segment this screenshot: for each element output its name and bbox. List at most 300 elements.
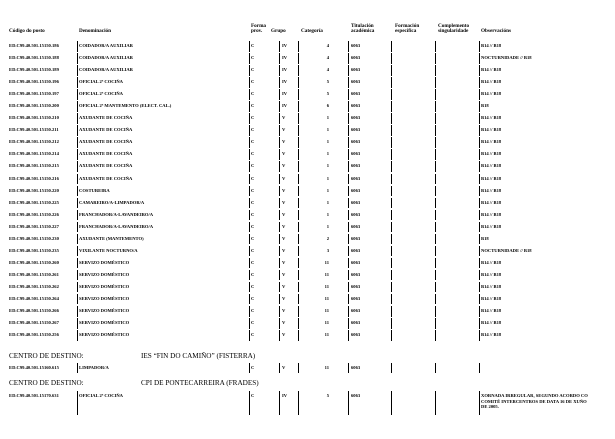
cell-divider bbox=[479, 89, 480, 100]
cell-divider bbox=[249, 198, 250, 209]
cell-codigo: ED.C99.40.501.15150.260 bbox=[9, 259, 59, 265]
cell-divider bbox=[435, 210, 436, 221]
cell-divider bbox=[435, 101, 436, 112]
cell-divider bbox=[348, 174, 349, 185]
cell-divider bbox=[249, 113, 250, 124]
header-complemento-1: Complemento bbox=[438, 23, 470, 29]
cell-grupo: V bbox=[282, 365, 286, 370]
cell-divider bbox=[348, 77, 349, 88]
cell-observacions: B14 // B18 bbox=[481, 308, 502, 314]
cell-observacions: B14 // B18 bbox=[481, 199, 502, 205]
cell-divider bbox=[391, 222, 392, 233]
header-forma-prov-1: Forma bbox=[251, 23, 266, 29]
cell-forma-prov: C bbox=[251, 103, 255, 109]
cell-divider bbox=[479, 198, 480, 209]
cell-divider bbox=[298, 174, 299, 185]
cell-grupo: V bbox=[282, 247, 286, 253]
cell-codigo: ED.C99.40.501.15150.214 bbox=[9, 151, 59, 157]
cell-divider bbox=[348, 258, 349, 269]
cell-denominacion: OFICIAL 2ª COCIÑA bbox=[79, 393, 124, 398]
cell-categoria: 1 bbox=[326, 163, 329, 169]
header-observacions: Observacións bbox=[481, 28, 511, 34]
cell-divider bbox=[249, 330, 250, 341]
cell-divider bbox=[249, 65, 250, 76]
cell-divider bbox=[249, 210, 250, 221]
cell-divider bbox=[479, 53, 480, 64]
cell-divider bbox=[249, 137, 250, 148]
cell-categoria: 3 bbox=[326, 247, 329, 253]
cell-divider bbox=[298, 330, 299, 341]
cell-divider bbox=[249, 258, 250, 269]
cell-titulacion: 6063 bbox=[351, 365, 361, 370]
cell-divider bbox=[279, 41, 280, 52]
cell-divider bbox=[249, 53, 250, 64]
cell-codigo: ED.C99.40.501.15150.226 bbox=[9, 211, 59, 217]
cell-divider bbox=[391, 294, 392, 305]
cell-categoria: 11 bbox=[324, 332, 329, 338]
cell-observacions: B18 bbox=[481, 103, 489, 109]
cell-divider bbox=[249, 318, 250, 329]
cell-divider bbox=[391, 198, 392, 209]
cell-codigo: ED.C99.40.501.15150.256 bbox=[9, 332, 59, 338]
cell-denominacion: FRANCHADOR/A-LAVANDEIRO/A bbox=[79, 223, 154, 229]
cell-denominacion: AXUDANTE DE COCIÑA bbox=[79, 151, 133, 157]
cell-divider bbox=[435, 306, 436, 317]
cell-categoria: 1 bbox=[326, 211, 329, 217]
cell-codigo: ED.C99.40.501.15150.267 bbox=[9, 320, 59, 326]
cell-forma-prov: C bbox=[251, 393, 255, 398]
cell-divider bbox=[435, 270, 436, 281]
cell-divider bbox=[348, 113, 349, 124]
cell-titulacion: 6063 bbox=[351, 223, 361, 229]
cell-titulacion: 6063 bbox=[351, 91, 361, 97]
cell-divider bbox=[479, 391, 480, 415]
cell-divider bbox=[391, 161, 392, 172]
cell-divider bbox=[479, 222, 480, 233]
cell-grupo: V bbox=[282, 235, 286, 241]
cell-titulacion: 6063 bbox=[351, 247, 361, 253]
cell-titulacion: 6063 bbox=[351, 332, 361, 338]
cell-titulacion: 6063 bbox=[351, 308, 361, 314]
cell-divider bbox=[479, 186, 480, 197]
cell-divider bbox=[479, 161, 480, 172]
cell-divider bbox=[298, 210, 299, 221]
cell-titulacion: 6063 bbox=[351, 115, 361, 121]
cell-divider bbox=[298, 101, 299, 112]
cell-divider bbox=[77, 53, 78, 64]
header-categoria: Categoría bbox=[301, 28, 323, 34]
cell-divider bbox=[298, 318, 299, 329]
cell-grupo: IV bbox=[282, 43, 288, 48]
cell-divider bbox=[77, 330, 78, 341]
table-row bbox=[0, 281, 615, 293]
cell-divider bbox=[479, 210, 480, 221]
cell-denominacion: OFICIAL 2ª MANTEMENTO (ELECT. CAL.) bbox=[79, 103, 172, 109]
cell-categoria: 1 bbox=[326, 151, 329, 157]
table-row bbox=[0, 88, 615, 100]
cell-divider bbox=[77, 137, 78, 148]
cell-titulacion: 6063 bbox=[351, 79, 361, 85]
cell-categoria: 11 bbox=[324, 283, 329, 289]
cell-divider bbox=[435, 318, 436, 329]
cell-divider bbox=[348, 363, 349, 373]
cell-divider bbox=[298, 113, 299, 124]
cell-divider bbox=[77, 363, 78, 373]
cell-divider bbox=[279, 137, 280, 148]
cell-divider bbox=[279, 391, 280, 415]
table-row bbox=[0, 100, 615, 112]
cell-grupo: IV bbox=[282, 91, 288, 97]
cell-observacions: B14 // B18 bbox=[481, 151, 502, 157]
cell-categoria: 11 bbox=[324, 271, 329, 277]
cell-divider bbox=[435, 186, 436, 197]
cell-divider bbox=[479, 125, 480, 136]
cell-divider bbox=[348, 149, 349, 160]
cell-divider bbox=[279, 113, 280, 124]
cell-denominacion: AXUDANTE DE COCIÑA bbox=[79, 175, 133, 181]
cell-titulacion: 6063 bbox=[351, 67, 361, 73]
cell-divider bbox=[249, 186, 250, 197]
cell-grupo: V bbox=[282, 175, 286, 181]
cell-denominacion: COIDADOR/A AUXILIAR bbox=[79, 43, 133, 48]
cell-divider bbox=[298, 270, 299, 281]
cell-divider bbox=[77, 210, 78, 221]
cell-grupo: V bbox=[282, 223, 286, 229]
cell-codigo: ED.C99.40.501.15150.210 bbox=[9, 115, 59, 121]
table-row bbox=[0, 112, 615, 124]
cell-divider bbox=[279, 258, 280, 269]
cell-divider bbox=[391, 113, 392, 124]
cell-categoria: 1 bbox=[326, 223, 329, 229]
section-name: IES “FIN DO CAMIÑO” (FISTERRA) bbox=[141, 352, 256, 360]
cell-divider bbox=[77, 161, 78, 172]
cell-divider bbox=[298, 391, 299, 415]
cell-divider bbox=[298, 222, 299, 233]
cell-observacions: B14 // B18 bbox=[481, 91, 502, 97]
cell-denominacion: AXUDANTE DE COCIÑA bbox=[79, 115, 133, 121]
cell-divider bbox=[479, 234, 480, 245]
cell-divider bbox=[77, 149, 78, 160]
table-header bbox=[0, 0, 615, 40]
cell-categoria: 1 bbox=[326, 175, 329, 181]
cell-divider bbox=[77, 306, 78, 317]
cell-divider bbox=[391, 149, 392, 160]
cell-forma-prov: C bbox=[251, 175, 255, 181]
table-row bbox=[0, 185, 615, 197]
table-row bbox=[0, 76, 615, 88]
cell-divider bbox=[279, 174, 280, 185]
cell-divider bbox=[77, 101, 78, 112]
cell-divider bbox=[77, 270, 78, 281]
cell-observacions: B14 // B18 bbox=[481, 139, 502, 145]
cell-divider bbox=[348, 318, 349, 329]
cell-divider bbox=[348, 137, 349, 148]
cell-titulacion: 6063 bbox=[351, 295, 361, 301]
cell-divider bbox=[391, 270, 392, 281]
table-row bbox=[0, 221, 615, 233]
cell-divider bbox=[77, 391, 78, 415]
cell-observacions-line1: XORNADA IRREGULAR, SEGUNDO ACORDO CO bbox=[481, 393, 588, 398]
cell-observacions: B14 // B18 bbox=[481, 163, 502, 169]
table-row bbox=[0, 124, 615, 136]
cell-titulacion: 6063 bbox=[351, 43, 361, 48]
cell-divider bbox=[249, 270, 250, 281]
cell-grupo: IV bbox=[282, 393, 288, 398]
cell-divider bbox=[435, 391, 436, 415]
cell-codigo: ED.C99.40.501.15150.220 bbox=[9, 187, 59, 193]
cell-divider bbox=[298, 65, 299, 76]
cell-divider bbox=[77, 89, 78, 100]
cell-grupo: V bbox=[282, 163, 286, 169]
cell-divider bbox=[435, 246, 436, 257]
cell-divider bbox=[77, 222, 78, 233]
cell-forma-prov: C bbox=[251, 211, 255, 217]
cell-divider bbox=[249, 89, 250, 100]
cell-titulacion: 6063 bbox=[351, 211, 361, 217]
cell-divider bbox=[348, 270, 349, 281]
cell-divider bbox=[391, 306, 392, 317]
cell-divider bbox=[479, 246, 480, 257]
cell-divider bbox=[298, 294, 299, 305]
cell-grupo: V bbox=[282, 115, 286, 121]
cell-grupo: V bbox=[282, 332, 286, 338]
cell-codigo: ED.C99.40.501.15160.615 bbox=[9, 365, 59, 370]
cell-divider bbox=[279, 306, 280, 317]
table-row bbox=[0, 362, 615, 374]
cell-titulacion: 6063 bbox=[351, 199, 361, 205]
cell-divider bbox=[479, 282, 480, 293]
cell-divider bbox=[435, 125, 436, 136]
cell-divider bbox=[279, 246, 280, 257]
cell-divider bbox=[279, 101, 280, 112]
cell-codigo: ED.C99.40.501.15150.264 bbox=[9, 295, 59, 301]
table-row bbox=[0, 197, 615, 209]
cell-divider bbox=[279, 161, 280, 172]
cell-divider bbox=[348, 101, 349, 112]
cell-divider bbox=[249, 391, 250, 415]
cell-observacions: B14 // B18 bbox=[481, 320, 502, 326]
cell-observacions: B14 // B18 bbox=[481, 79, 502, 85]
cell-divider bbox=[479, 294, 480, 305]
cell-categoria: 4 bbox=[326, 67, 329, 73]
cell-titulacion: 6063 bbox=[351, 151, 361, 157]
cell-codigo: ED.C99.40.501.15150.225 bbox=[9, 199, 59, 205]
cell-divider bbox=[298, 246, 299, 257]
table-body bbox=[0, 40, 615, 341]
cell-categoria: 11 bbox=[324, 365, 329, 370]
cell-divider bbox=[391, 391, 392, 415]
cell-denominacion: COIDADOR/A AUXILIAR bbox=[79, 67, 133, 73]
cell-forma-prov: C bbox=[251, 163, 255, 169]
cell-forma-prov: C bbox=[251, 127, 255, 133]
cell-categoria: 11 bbox=[324, 259, 329, 265]
cell-codigo: ED.C99.40.501.15150.189 bbox=[9, 67, 59, 73]
cell-divider bbox=[279, 89, 280, 100]
cell-titulacion: 6063 bbox=[351, 163, 361, 169]
cell-divider bbox=[77, 294, 78, 305]
cell-divider bbox=[279, 210, 280, 221]
cell-forma-prov: C bbox=[251, 43, 255, 48]
cell-divider bbox=[391, 363, 392, 373]
cell-observacions: B14 // B18 bbox=[481, 67, 502, 73]
header-titulacion-2: académica bbox=[351, 28, 375, 34]
header-formacion-2: específica bbox=[395, 28, 417, 34]
table-row bbox=[0, 209, 615, 221]
cell-codigo: ED.C99.40.501.15150.186 bbox=[9, 43, 59, 48]
table-row bbox=[0, 305, 615, 317]
cell-forma-prov: C bbox=[251, 67, 255, 73]
header-codigo: Código do posto bbox=[9, 28, 45, 34]
cell-titulacion: 6063 bbox=[351, 139, 361, 145]
cell-divider bbox=[435, 198, 436, 209]
cell-divider bbox=[391, 89, 392, 100]
cell-divider bbox=[391, 258, 392, 269]
cell-forma-prov: C bbox=[251, 91, 255, 97]
cell-divider bbox=[348, 282, 349, 293]
cell-denominacion: AXUDANTE DE COCIÑA bbox=[79, 127, 133, 133]
cell-divider bbox=[279, 53, 280, 64]
cell-divider bbox=[77, 65, 78, 76]
cell-divider bbox=[391, 137, 392, 148]
table-row bbox=[0, 136, 615, 148]
cell-categoria: 1 bbox=[326, 199, 329, 205]
cell-divider bbox=[391, 234, 392, 245]
header-grupo: Grupo bbox=[271, 28, 286, 34]
cell-categoria: 11 bbox=[324, 295, 329, 301]
cell-divider bbox=[298, 41, 299, 52]
cell-divider bbox=[77, 318, 78, 329]
cell-observacions: B14 // B18 bbox=[481, 127, 502, 133]
section-centro-frades bbox=[0, 377, 615, 391]
table-row bbox=[0, 329, 615, 341]
cell-divider bbox=[479, 41, 480, 52]
cell-divider bbox=[348, 65, 349, 76]
cell-codigo: ED.C99.40.501.15150.235 bbox=[9, 247, 59, 253]
cell-divider bbox=[279, 149, 280, 160]
cell-titulacion: 6063 bbox=[351, 320, 361, 326]
cell-divider bbox=[77, 234, 78, 245]
cell-codigo: ED.C99.40.501.15150.266 bbox=[9, 308, 59, 314]
cell-grupo: V bbox=[282, 151, 286, 157]
cell-forma-prov: C bbox=[251, 115, 255, 121]
cell-forma-prov: C bbox=[251, 271, 255, 277]
header-titulacion-1: Titulación bbox=[351, 23, 374, 29]
cell-divider bbox=[298, 161, 299, 172]
table-row bbox=[0, 52, 615, 64]
cell-observacions: B14 // B18 bbox=[481, 295, 502, 301]
cell-denominacion: CAMAREIRO/A-LIMPADOR/A bbox=[79, 199, 145, 205]
cell-divider bbox=[279, 234, 280, 245]
cell-divider bbox=[391, 125, 392, 136]
cell-divider bbox=[279, 186, 280, 197]
cell-divider bbox=[479, 258, 480, 269]
cell-forma-prov: C bbox=[251, 235, 255, 241]
cell-divider bbox=[279, 125, 280, 136]
cell-titulacion: 6063 bbox=[351, 259, 361, 265]
cell-denominacion: COSTUREIRA bbox=[79, 187, 110, 193]
cell-divider bbox=[479, 270, 480, 281]
cell-divider bbox=[348, 234, 349, 245]
cell-denominacion: AXUDANTE (MANTEMENTO) bbox=[79, 235, 144, 241]
cell-forma-prov: C bbox=[251, 259, 255, 265]
cell-titulacion: 6063 bbox=[351, 127, 361, 133]
cell-divider bbox=[479, 306, 480, 317]
cell-divider bbox=[435, 65, 436, 76]
cell-denominacion: SERVIZO DOMÉSTICO bbox=[79, 259, 130, 265]
cell-divider bbox=[391, 210, 392, 221]
cell-divider bbox=[391, 53, 392, 64]
cell-divider bbox=[435, 77, 436, 88]
cell-divider bbox=[479, 77, 480, 88]
cell-forma-prov: C bbox=[251, 151, 255, 157]
cell-divider bbox=[279, 270, 280, 281]
cell-divider bbox=[348, 161, 349, 172]
table-row bbox=[0, 160, 615, 172]
header-formacion-1: Formación bbox=[395, 23, 420, 29]
cell-codigo: ED.C99.40.501.15150.215 bbox=[9, 163, 59, 169]
cell-divider bbox=[77, 174, 78, 185]
table-row bbox=[0, 269, 615, 281]
cell-divider bbox=[298, 306, 299, 317]
cell-observacions-line2: COMITÉ INTERCENTROS DE DATA 16 DE XUÑO bbox=[481, 398, 587, 404]
cell-divider bbox=[298, 258, 299, 269]
cell-observacions: NOCTURNIDADE // B18 bbox=[481, 247, 532, 253]
cell-observacions: B14 // B18 bbox=[481, 271, 502, 277]
cell-observacions: B18 bbox=[481, 235, 489, 241]
cell-divider bbox=[249, 234, 250, 245]
cell-forma-prov: C bbox=[251, 187, 255, 193]
cell-grupo: IV bbox=[282, 55, 288, 61]
cell-codigo: ED.C99.40.501.15150.212 bbox=[9, 139, 59, 145]
cell-divider bbox=[77, 125, 78, 136]
cell-divider bbox=[279, 318, 280, 329]
cell-divider bbox=[249, 149, 250, 160]
cell-divider bbox=[391, 330, 392, 341]
table-row bbox=[0, 293, 615, 305]
cell-codigo: ED.C99.40.501.15150.230 bbox=[9, 235, 59, 241]
table-row bbox=[0, 173, 615, 185]
cell-divider bbox=[279, 330, 280, 341]
cell-divider bbox=[435, 161, 436, 172]
cell-titulacion: 6063 bbox=[351, 175, 361, 181]
cell-divider bbox=[298, 89, 299, 100]
cell-forma-prov: C bbox=[251, 295, 255, 301]
cell-divider bbox=[479, 174, 480, 185]
section-label: CENTRO DE DESTINO: bbox=[9, 352, 84, 360]
cell-divider bbox=[348, 294, 349, 305]
cell-denominacion: SERVIZO DOMÉSTICO bbox=[79, 271, 130, 277]
cell-divider bbox=[249, 306, 250, 317]
cell-divider bbox=[77, 282, 78, 293]
cell-titulacion: 6063 bbox=[351, 103, 361, 109]
cell-titulacion: 6063 bbox=[351, 235, 361, 241]
cell-codigo: ED.C99.40.501.15150.262 bbox=[9, 283, 59, 289]
cell-denominacion: SERVIZO DOMÉSTICO bbox=[79, 320, 130, 326]
cell-divider bbox=[391, 41, 392, 52]
cell-divider bbox=[298, 234, 299, 245]
cell-divider bbox=[348, 330, 349, 341]
cell-codigo: ED.C99.40.501.15150.196 bbox=[9, 79, 59, 85]
cell-titulacion: 6063 bbox=[351, 393, 361, 398]
cell-divider bbox=[435, 53, 436, 64]
cell-forma-prov: C bbox=[251, 320, 255, 326]
cell-divider bbox=[348, 306, 349, 317]
cell-observacions: B14 // B18 bbox=[481, 259, 502, 265]
cell-divider bbox=[391, 246, 392, 257]
cell-divider bbox=[77, 198, 78, 209]
cell-divider bbox=[279, 282, 280, 293]
cell-divider bbox=[249, 125, 250, 136]
